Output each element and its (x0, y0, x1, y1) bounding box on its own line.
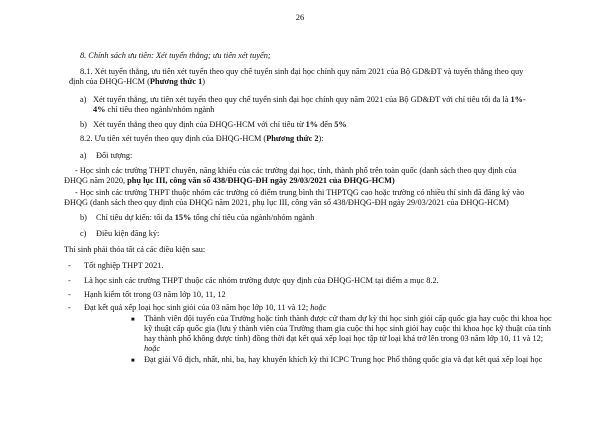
s82-b-line (96, 213, 314, 223)
cond-4-text: Đạt kết quả xếp loại học sinh giỏi của 03 năm học lớp 10, 11 và 12; (84, 303, 311, 312)
s81-b-line (93, 120, 347, 130)
s82-b-tail: tổng chỉ tiêu của ngành/nhóm ngành (191, 213, 315, 222)
sub2-line1: Đạt giải Vô địch, nhất, nhì, ba, hay khuyến khích kỳ thi ICPC Trung học Phổ thông quốc gia và đạt kết quả xếp loại học (144, 355, 543, 364)
tg1-reference: phụ lục III, công văn số 438/ĐHQG-ĐH ngày 29/03/2021 của ĐHQG-HCM) (127, 176, 395, 185)
s81-a-label: a) (80, 95, 87, 104)
s81-line2-text: định của ĐHQG-HCM ( (69, 77, 150, 86)
cond-4 (84, 303, 326, 313)
s82-a-text: Đối tượng: (96, 151, 133, 160)
s81-b-text: Xét tuyển thẳng theo quy định của ĐHQG-HCM với chỉ tiêu từ (93, 120, 306, 129)
cond-1: Tốt nghiệp THPT 2021. (84, 261, 164, 270)
sub1-line3: hay thành phố không được tính) đồng thời đạt kết quả xếp loại học tập từ loại khá trở lên trong 03 năm lớp 10, 11 và 12; (144, 334, 544, 343)
s82-line (80, 134, 324, 144)
s82-a-label: a) (80, 151, 87, 160)
target-group-2-line1: - Học sinh các trường THPT thuộc nhóm các trường có điểm trung bình thi THPTQG cao hoặc trường có nhiều thí sinh đã đăng ký vào (75, 188, 525, 197)
s81-line1: 8.1. Xét tuyển thẳng, ưu tiên xét tuyển theo quy chế tuyển sinh đại học chính quy năm 2021 của Bộ GD&ĐT và tuyển thẳng theo quy (80, 67, 524, 76)
s82-c-label: c) (80, 229, 87, 238)
s81-a-tail: chỉ tiêu theo ngành/nhóm ngành (105, 105, 215, 114)
s81-a-pct: 1%- (510, 95, 526, 104)
s81-a-pct2: 4% (93, 105, 106, 114)
target-group-2-line2: ĐHQG (danh sách theo quy định của ĐHQG năm 2021, phụ lục III, công văn số 438/ĐHQG-ĐH ngày 29/03/2021 của ĐHQG-HCM) (64, 198, 509, 207)
s81-b-to: đến (320, 120, 335, 129)
method-1-label: Phương thức 1 (149, 77, 203, 86)
cond-4-or: hoặc (310, 303, 327, 312)
s82-close: ): (318, 134, 324, 143)
s82-b-label: b) (80, 213, 87, 222)
sub1-line2: kỹ thuật cấp quốc gia (lưu ý thành viên của Trường tham gia cuộc thi học sinh giỏi hay cuộc thi khoa học kỹ thuật của tỉnh (144, 324, 551, 333)
s81-line2-close: ) (202, 77, 206, 86)
s81-a-line2 (93, 105, 214, 115)
s81-b-max: 5% (334, 120, 347, 129)
target-group-1-line1: - Học sinh các trường THPT chuyên, năng khiếu của các trường đại học, tỉnh, thành phố trên toàn quốc (danh sách theo quy định của (75, 166, 517, 175)
s82-b-pct: 15% (174, 213, 192, 222)
cond-dash-2: - (68, 276, 71, 285)
s82-c-text: Điều kiện đăng ký: (96, 229, 160, 238)
conditions-intro: Thí sinh phải thỏa tất cả các điều kiện sau: (64, 245, 206, 254)
tg1-text: ĐHQG năm 2020, (64, 176, 128, 185)
sub1-line4: hoặc (144, 344, 161, 353)
bullet-square-2: ■ (131, 358, 135, 364)
s81-line2 (69, 77, 205, 87)
page-number: 26 (295, 12, 305, 22)
s82-b-text: Chỉ tiêu dự kiến: tối đa (96, 213, 175, 222)
sub1-line1: Thành viên đội tuyển của Trường hoặc tỉnh thành được cử tham dự kỳ thi học sinh giỏi cấp quốc gia hay cuộc thi khoa học (144, 314, 552, 323)
s82-text: 8.2. Ưu tiên xét tuyển theo quy định của ĐHQG-HCM ( (80, 134, 267, 143)
s81-a-line1 (93, 95, 526, 105)
method-2-label: Phương thức 2 (266, 134, 319, 143)
cond-dash-1: - (68, 261, 71, 270)
section-heading: 8. Chính sách ưu tiên: Xét tuyển thẳng; ưu tiên xét tuyển; (80, 51, 271, 60)
s81-a-text: Xét tuyển thẳng, ưu tiên xét tuyển theo quy chế tuyển sinh đại học chính quy năm 2021 của Bộ GD&ĐT với chỉ tiêu tối đa là (93, 95, 511, 104)
target-group-1-line2 (64, 176, 395, 186)
cond-3: Hạnh kiểm tốt trong 03 năm lớp 10, 11, 12 (84, 290, 226, 299)
s81-b-label: b) (80, 120, 87, 129)
bullet-square-1: ■ (131, 317, 135, 323)
s81-b-min: 1% (305, 120, 321, 129)
cond-2: Là học sinh các trường THPT thuộc các nhóm trường được quy định của ĐHQG-HCM tại điểm a mục 8.2. (84, 276, 439, 285)
cond-dash-3: - (68, 290, 71, 299)
cond-dash-4: - (68, 303, 71, 312)
